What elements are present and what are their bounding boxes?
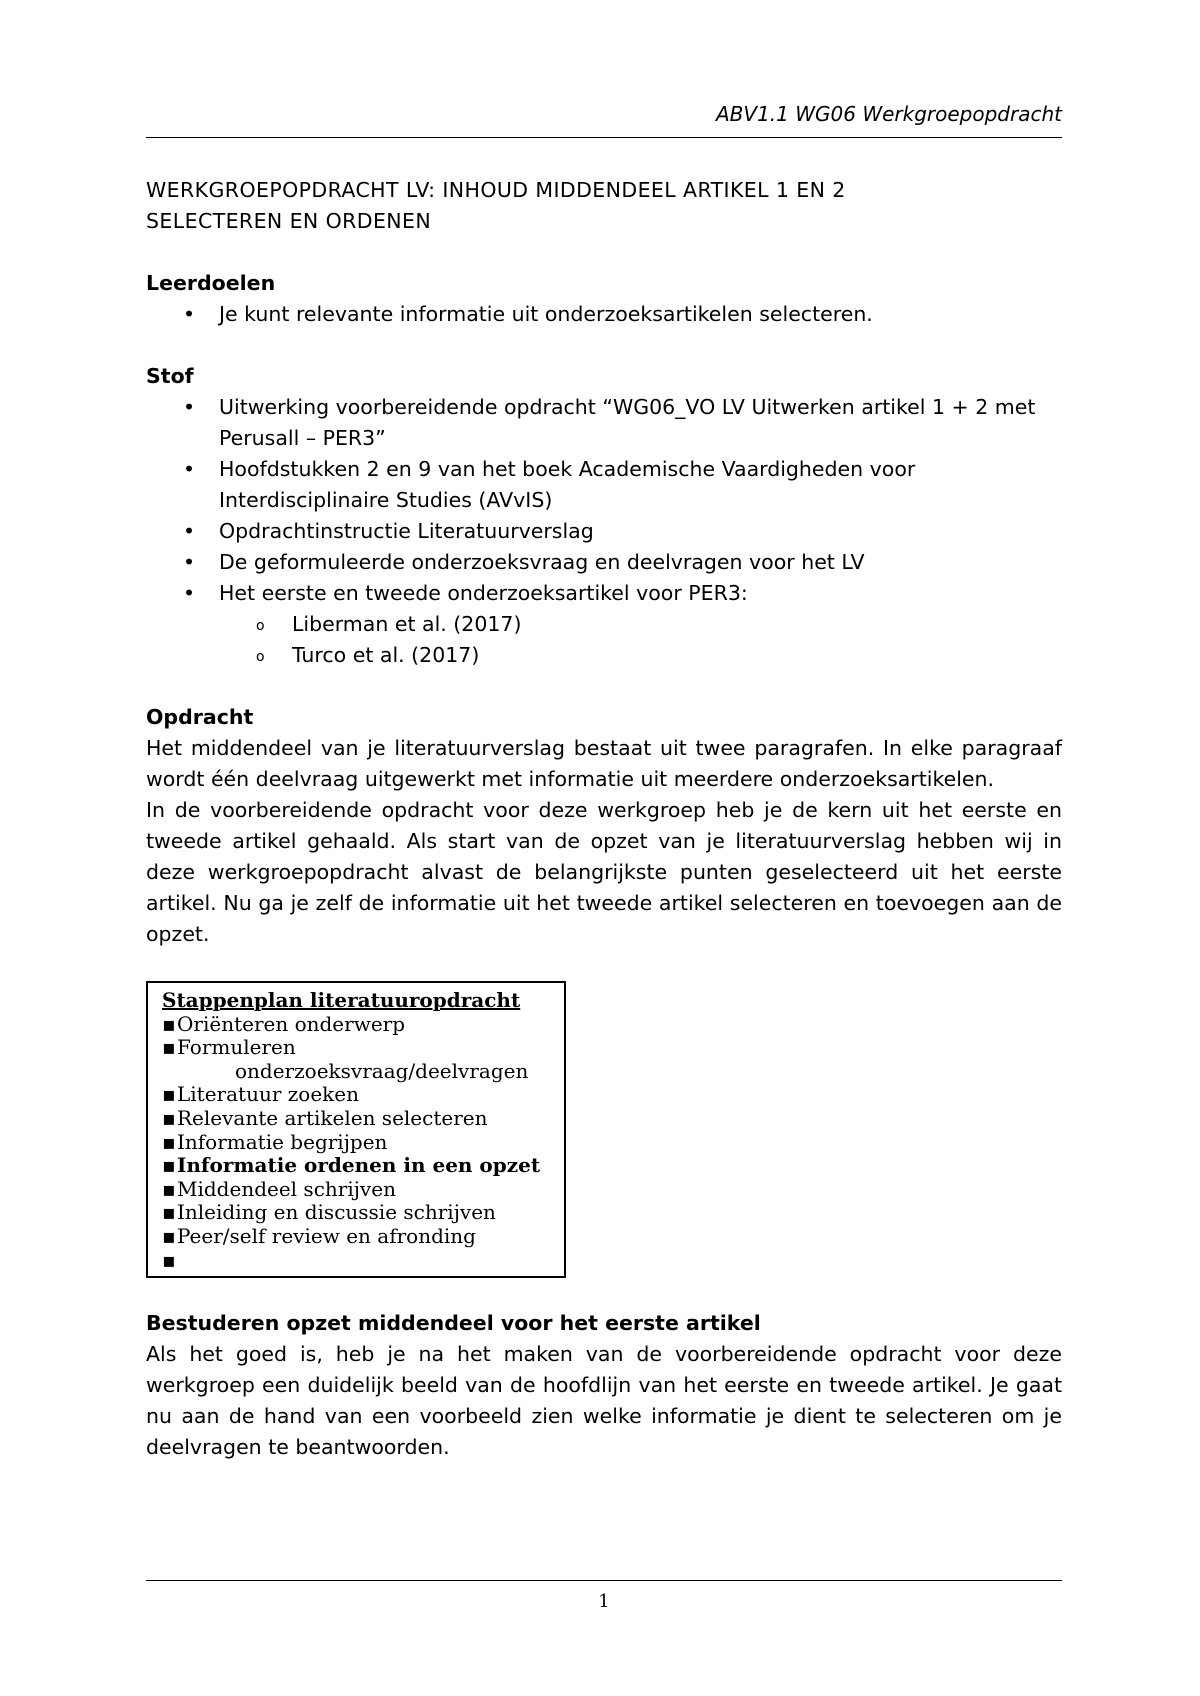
- square-bullet-icon: ▪: [162, 1082, 176, 1107]
- stappenplan-item-text: Middendeel schrijven: [177, 1176, 396, 1201]
- stappenplan-item: [162, 1083, 554, 1107]
- spacer: [146, 671, 1062, 702]
- heading-stof: Stof: [146, 364, 194, 388]
- stappenplan-item-current: [162, 1154, 554, 1178]
- stappenplan-item-text: Formuleren: [177, 1035, 296, 1060]
- stappenplan-item-continuation: onderzoeksvraag/deelvragen: [235, 1058, 529, 1083]
- list-item: [146, 299, 1062, 330]
- list-item-text: Het eerste en tweede onderzoeksartikel voor PER3:: [219, 581, 748, 605]
- spacer: [146, 1278, 1062, 1308]
- stappenplan-item-text: Relevante artikelen selecteren: [177, 1105, 488, 1130]
- bestuderen-paragraph: Als het goed is, heb je na het maken van de voorbereidende opdracht voor deze werkgroep een duidelijk beeld van de hoofdlijn van het eerste en tweede artikel. Je gaat nu aan de hand van een voorbeeld zien welke informatie je dient te selecteren om je deelvragen te beantwoorden.: [146, 1342, 1062, 1460]
- spacer: [146, 330, 1062, 361]
- list-item-text: Opdrachtinstructie Literatuurverslag: [219, 519, 594, 543]
- bullet-icon: •: [183, 581, 196, 605]
- bullet-icon: •: [183, 519, 196, 543]
- square-bullet-icon: ▪: [162, 1176, 176, 1201]
- list-item: [146, 392, 1062, 454]
- heading-opdracht: Opdracht: [146, 705, 254, 729]
- sub-list-item: [256, 609, 1062, 640]
- opdracht-paragraph-1: Het middendeel van je literatuurverslag bestaat uit twee paragrafen. In elke paragraaf wordt één deelvraag uitgewerkt met informatie uit meerdere onderzoeksartikelen.: [146, 736, 1062, 791]
- list-item: [146, 454, 1062, 516]
- stappenplan-item-text: Oriënteren onderwerp: [177, 1011, 406, 1036]
- document-title-line1: WERKGROEPOPDRACHT LV: INHOUD MIDDENDEEL ARTIKEL 1 EN 2: [146, 178, 846, 202]
- document-page: [146, 0, 1062, 1696]
- circle-bullet-icon: o: [256, 618, 265, 634]
- opdracht-paragraph-2: In de voorbereidende opdracht voor deze werkgroep heb je de kern uit het eerste en tweede artikel gehaald. Als start van de opzet van je literatuurverslag hebben wij in deze werkgroepopdracht alvast de belangrijkste punten geselecteerd uit het eerste artikel. Nu ga je zelf de informatie uit het tweede artikel selecteren en toevoegen aan de opzet.: [146, 798, 1062, 946]
- square-bullet-icon: ▪: [162, 1035, 176, 1060]
- stappenplan-item-empty: [162, 1249, 554, 1273]
- square-bullet-icon: ▪: [162, 1011, 176, 1036]
- bullet-icon: •: [183, 550, 196, 574]
- stappenplan-item: [162, 1131, 554, 1155]
- stappenplan-item: [162, 1225, 554, 1249]
- header-rule: [146, 137, 1062, 138]
- stappenplan-item-text: Informatie ordenen in een opzet: [177, 1153, 541, 1178]
- square-bullet-icon: ▪: [162, 1247, 176, 1272]
- footer-rule: [146, 1580, 1062, 1581]
- stappenplan-item-text: Inleiding en discussie schrijven: [177, 1200, 496, 1225]
- list-item: [146, 547, 1062, 578]
- stappenplan-item: [162, 1013, 554, 1037]
- document-title-line2: SELECTEREN EN ORDENEN: [146, 209, 432, 233]
- stappenplan-item: [162, 1201, 554, 1225]
- list-item: [146, 516, 1062, 547]
- stappenplan-item-text: Informatie begrijpen: [177, 1129, 388, 1154]
- heading-bestuderen: Bestuderen opzet middendeel voor het eerste artikel: [146, 1311, 761, 1336]
- document-title: [146, 175, 1062, 237]
- list-item-text: Hoofdstukken 2 en 9 van het boek Academische Vaardigheden voor Interdisciplinaire Studies (AVvIS): [219, 457, 916, 512]
- list-item-text: De geformuleerde onderzoeksvraag en deelvragen voor het LV: [219, 550, 865, 574]
- bullet-icon: •: [183, 457, 196, 481]
- stappenplan-item: [162, 1036, 554, 1083]
- stappenplan-box: [146, 981, 566, 1278]
- stof-sub-list: [146, 609, 1062, 671]
- circle-bullet-icon: o: [256, 649, 265, 665]
- document-body: [146, 175, 1062, 1463]
- square-bullet-icon: ▪: [162, 1105, 176, 1130]
- page-number: 1: [598, 1591, 610, 1612]
- sub-list-item-text: Turco et al. (2017): [292, 643, 480, 667]
- stappenplan-item: [162, 1178, 554, 1202]
- sub-list-item-text: Liberman et al. (2017): [292, 612, 522, 636]
- stappenplan-title: Stappenplan literatuuropdracht: [162, 988, 521, 1012]
- list-item-text: Je kunt relevante informatie uit onderzoeksartikelen selecteren.: [219, 302, 873, 326]
- sub-list-item: [256, 640, 1062, 671]
- square-bullet-icon: ▪: [162, 1153, 176, 1178]
- running-header: ABV1.1 WG06 Werkgroepopdracht: [716, 102, 1062, 126]
- square-bullet-icon: ▪: [162, 1200, 176, 1225]
- stappenplan-item: [162, 1107, 554, 1131]
- stof-list: [146, 392, 1062, 609]
- stappenplan-item-text: Peer/self review en afronding: [177, 1223, 476, 1248]
- bullet-icon: •: [183, 395, 196, 419]
- spacer: [146, 237, 1062, 268]
- leerdoelen-list: [146, 299, 1062, 330]
- stappenplan-item-text: Literatuur zoeken: [177, 1082, 360, 1107]
- list-item: [146, 578, 1062, 609]
- heading-leerdoelen: Leerdoelen: [146, 271, 276, 295]
- list-item-text: Uitwerking voorbereidende opdracht “WG06_VO LV Uitwerken artikel 1 + 2 met Perusall – PER3”: [219, 395, 1036, 450]
- square-bullet-icon: ▪: [162, 1129, 176, 1154]
- bullet-icon: •: [183, 302, 196, 326]
- square-bullet-icon: ▪: [162, 1223, 176, 1248]
